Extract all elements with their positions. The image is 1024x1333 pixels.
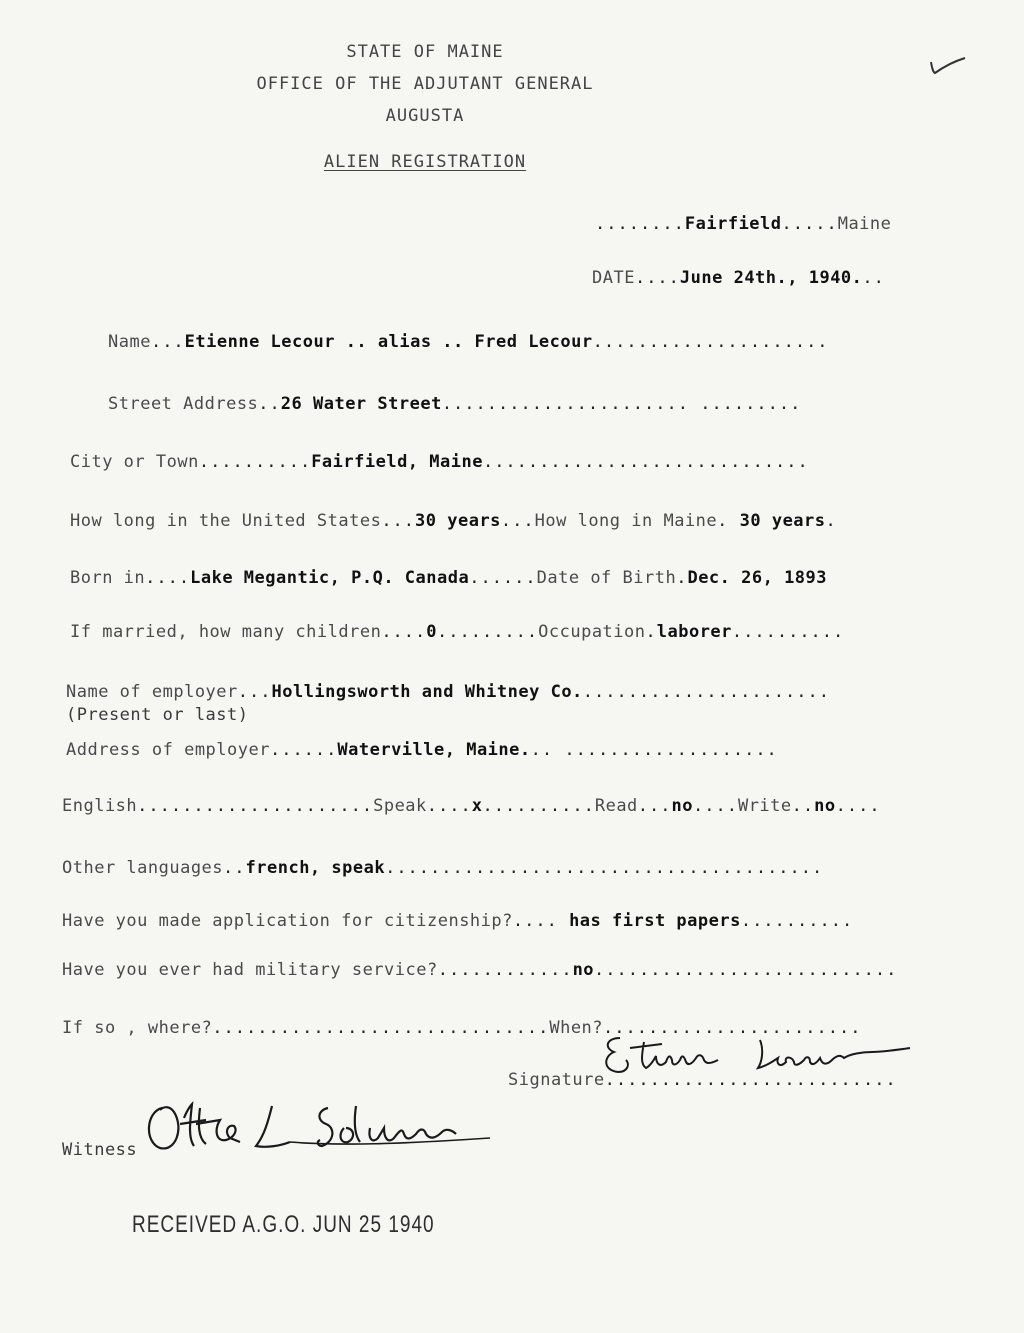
header-state: STATE OF MAINE: [346, 42, 504, 62]
residence-line: How long in the United States...30 years...How long in Maine. 30 years.: [70, 511, 837, 531]
military-value: no: [572, 960, 595, 980]
us-label: How long in the United States: [70, 511, 382, 531]
occupation-value: laborer: [656, 622, 732, 642]
employer-sub: (Present or last): [66, 705, 249, 725]
children-line: If married, how many children....0.........Occupation.laborer..........: [70, 622, 845, 642]
street-value: 26 Water Street: [280, 394, 442, 414]
languages-label: Other languages: [62, 858, 224, 878]
where-label: If so , where?: [62, 1018, 213, 1038]
header-office: OFFICE OF THE ADJUTANT GENERAL: [256, 74, 594, 94]
children-value: 0: [426, 622, 438, 642]
page-title: [0, 152, 850, 172]
birth-line: Born in....Lake Megantic, P.Q. Canada......Date of Birth.Dec. 26, 1893: [70, 568, 828, 588]
maine-value: 30 years: [739, 511, 826, 531]
employer-address-label: Address of employer: [66, 740, 270, 760]
when-label: When?: [549, 1018, 604, 1038]
english-line: English.....................Speak....x..........Read...no....Write..no....: [62, 796, 881, 816]
witness-label: Witness: [62, 1140, 138, 1160]
maine-label: How long in Maine: [534, 511, 718, 531]
languages-value: french, speak: [245, 858, 386, 878]
title-text: ALIEN REGISTRATION: [323, 152, 527, 172]
place-state: Maine: [837, 214, 892, 234]
received-stamp: RECEIVED A.G.O. JUN 25 1940: [132, 1212, 435, 1239]
name-line: Name...Etienne Lecour .. alias .. Fred Lecour.....................: [108, 332, 829, 352]
write-label: Write: [737, 796, 792, 816]
city-value: Fairfield, Maine: [311, 452, 483, 472]
children-label: If married, how many children: [70, 622, 382, 642]
citizenship-value: has first papers: [569, 911, 741, 931]
city-label: City or Town: [70, 452, 199, 472]
citizenship-line: Have you made application for citizenship?.... has first papers..........: [62, 911, 854, 931]
english-label: English: [62, 796, 138, 816]
where-line: If so , where?..............................When?.......................: [62, 1018, 862, 1038]
place-line: ........Fairfield.....Maine: [595, 214, 892, 234]
witness-signature-image: [140, 1098, 500, 1162]
dob-value: Dec. 26, 1893: [687, 568, 828, 588]
check-mark-icon: [928, 56, 968, 80]
speak-value: x: [471, 796, 483, 816]
employer-value: Hollingsworth and Whitney Co.: [271, 682, 583, 702]
street-label: Street Address: [108, 394, 259, 414]
street-line: Street Address..26 Water Street...................... .........: [108, 394, 802, 414]
languages-line: Other languages..french, speak.......................................: [62, 858, 824, 878]
read-label: Read: [594, 796, 638, 816]
employer-address-value: Waterville, Maine.: [337, 740, 531, 760]
us-value: 30 years: [415, 511, 501, 531]
occupation-label: Occupation: [538, 622, 646, 642]
military-label: Have you ever had military service?: [62, 960, 438, 980]
employer-address-line: Address of employer......Waterville, Maine... ...................: [66, 740, 778, 760]
city-line: City or Town..........Fairfield, Maine.............................: [70, 452, 809, 472]
born-value: Lake Megantic, P.Q. Canada: [190, 568, 470, 588]
employer-line: Name of employer...Hollingsworth and Whitney Co.......................: [66, 682, 830, 702]
place-town: Fairfield: [684, 214, 782, 234]
employer-label: Name of employer: [66, 682, 238, 702]
citizenship-label: Have you made application for citizenship?: [62, 911, 513, 931]
signature-line: Signature..........................: [508, 1070, 897, 1090]
read-value: no: [671, 796, 693, 816]
name-value: Etienne Lecour .. alias .. Fred Lecour: [184, 332, 593, 352]
born-label: Born in: [70, 568, 146, 588]
name-label: Name: [108, 332, 151, 352]
military-line: Have you ever had military service?............no...........................: [62, 960, 898, 980]
signature-image: [600, 1030, 920, 1090]
signature-label: Signature: [508, 1070, 605, 1090]
date-line: DATE....June 24th., 1940...: [592, 268, 885, 288]
date-label: DATE: [592, 268, 635, 288]
dob-label: Date of Birth: [536, 568, 677, 588]
date-value: June 24th., 1940.: [679, 268, 863, 288]
header-city: AUGUSTA: [385, 106, 465, 126]
write-value: no: [814, 796, 836, 816]
speak-label: Speak: [373, 796, 427, 816]
